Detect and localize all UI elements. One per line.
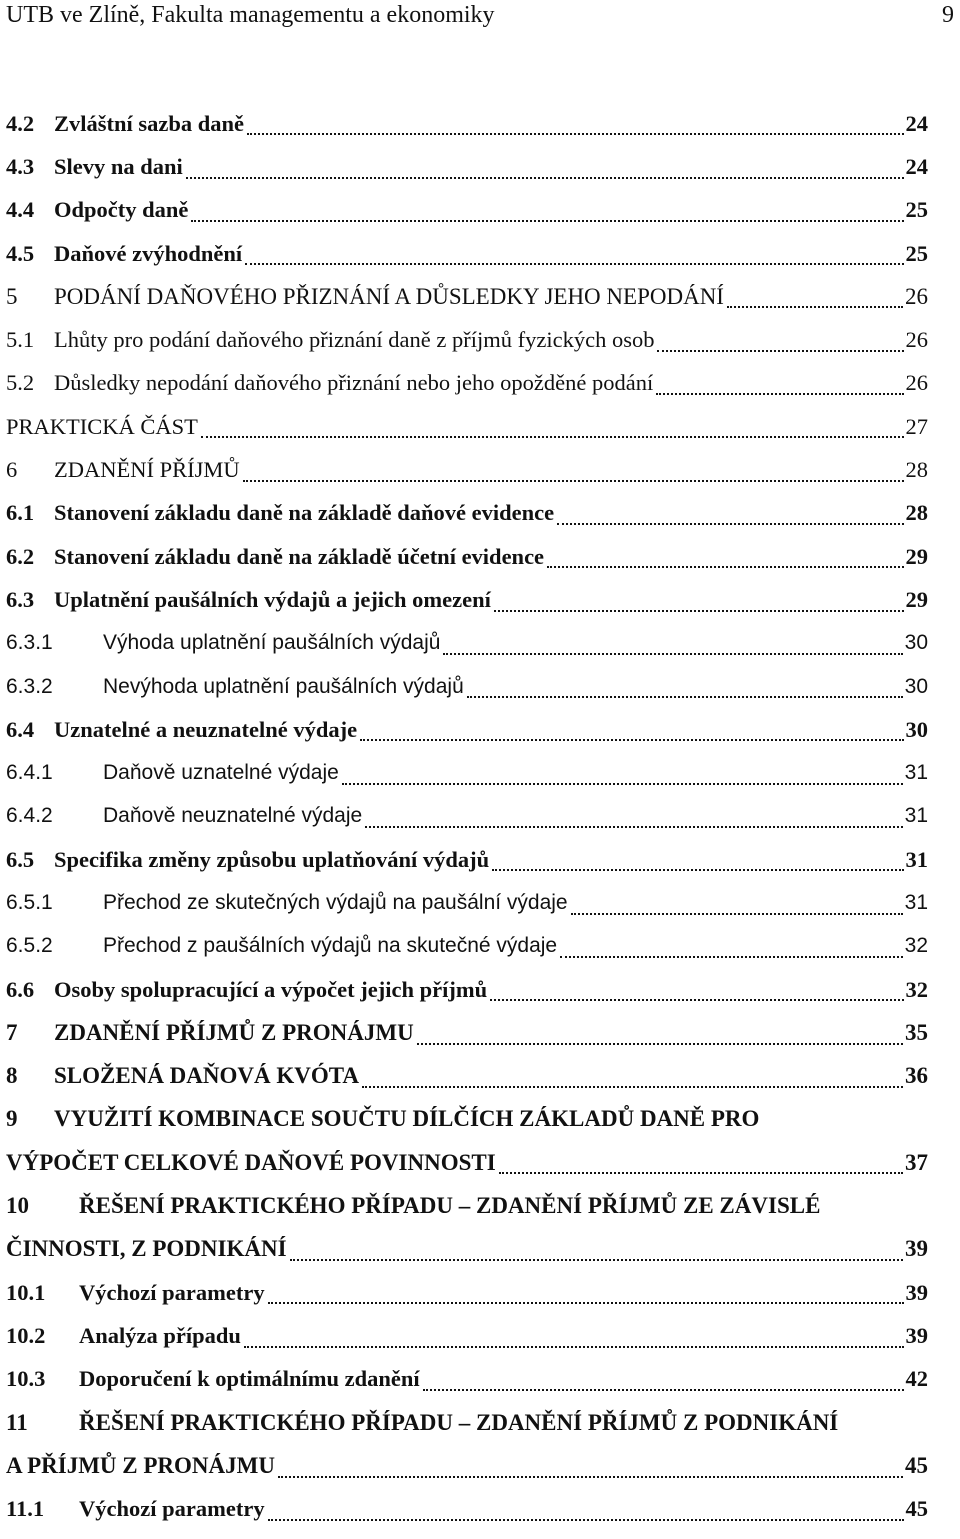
toc-title: Daňové zvýhodnění: [54, 240, 243, 266]
toc-leader-dots: [247, 133, 903, 135]
toc-entry[interactable]: [6, 232, 928, 275]
toc-page: 36: [905, 1063, 928, 1089]
toc-title: Doporučení k optimálnímu zdanění: [79, 1366, 420, 1392]
toc-page: 25: [905, 197, 928, 223]
toc-leader-dots: [268, 1302, 904, 1304]
toc-leader-dots: [656, 393, 903, 395]
toc-entry[interactable]: [6, 622, 928, 665]
toc-entry[interactable]: [6, 708, 928, 751]
toc-leader-dots: [727, 306, 903, 308]
toc-entry[interactable]: [6, 318, 928, 361]
toc-page: 31: [904, 804, 928, 828]
toc-entry[interactable]: [6, 968, 928, 1011]
toc-page: 31: [905, 846, 928, 872]
toc-leader-dots: [278, 1476, 903, 1478]
toc-number: 6.5.1: [6, 890, 53, 914]
toc-page: 32: [904, 934, 928, 958]
toc-number: 6.3.2: [6, 674, 53, 698]
toc-entry[interactable]: [6, 838, 928, 881]
toc-entry[interactable]: [6, 189, 928, 232]
toc-entry[interactable]: [6, 1011, 928, 1054]
toc-title: Stanovení základu daně na základě daňové evidence: [54, 500, 555, 526]
toc-entry[interactable]: [6, 145, 928, 188]
toc-page: 24: [905, 110, 928, 136]
toc-number: 6.3.1: [6, 631, 53, 655]
toc-page: 27: [905, 413, 928, 439]
toc-number: 4.5: [6, 240, 35, 266]
header-title: UTB ve Zlíně, Fakulta managementu a ekonomiky: [6, 2, 495, 28]
toc-leader-dots: [290, 1259, 903, 1261]
toc-number: 6.3: [6, 586, 35, 612]
toc-page: 39: [905, 1236, 928, 1262]
toc-title: Daňově neuznatelné výdaje: [103, 804, 363, 828]
toc-page: 45: [905, 1496, 928, 1522]
toc-number: 6.5.2: [6, 934, 53, 958]
toc-title: Odpočty daně: [54, 197, 189, 223]
toc-entry[interactable]: [6, 448, 928, 491]
toc-title: SLOŽENÁ DAŇOVÁ KVÓTA: [54, 1063, 359, 1089]
toc-entry-continued[interactable]: [6, 1228, 928, 1271]
toc-number: 6.4.1: [6, 761, 53, 785]
toc-title: Výchozí parametry: [79, 1496, 265, 1522]
toc-leader-dots: [499, 1172, 903, 1174]
toc-number: 6.4.2: [6, 804, 53, 828]
toc-number: 11.1: [6, 1496, 45, 1522]
toc-leader-dots: [657, 350, 903, 352]
toc-entry[interactable]: [6, 102, 928, 145]
toc-title: PRAKTICKÁ ČÁST: [6, 413, 198, 439]
toc-entry[interactable]: [6, 1488, 928, 1531]
toc-page: 28: [905, 500, 928, 526]
toc-number: 5.1: [6, 327, 35, 353]
toc-title-continued: VÝPOČET CELKOVÉ DAŇOVÉ POVINNOSTI: [6, 1149, 496, 1175]
table-of-contents: [6, 102, 928, 1531]
toc-leader-dots: [492, 869, 903, 871]
toc-leader-dots: [201, 436, 904, 438]
toc-page: 45: [905, 1452, 928, 1478]
toc-title: ŘEŠENÍ PRAKTICKÉHO PŘÍPADU – ZDANĚNÍ PŘÍJMŮ Z PODNIKÁNÍ: [79, 1409, 839, 1435]
toc-number: 11: [6, 1409, 28, 1435]
toc-number: 5: [6, 283, 18, 309]
toc-title: ZDANĚNÍ PŘÍJMŮ Z PRONÁJMU: [54, 1019, 414, 1045]
toc-title: Přechod z paušálních výdajů na skutečné výdaje: [103, 934, 558, 958]
toc-leader-dots: [186, 177, 904, 179]
toc-number: 6.2: [6, 543, 35, 569]
toc-page: 29: [905, 586, 928, 612]
toc-number: 10: [6, 1193, 29, 1219]
toc-number: 6.4: [6, 716, 35, 742]
toc-title: PODÁNÍ DAŇOVÉHO PŘIZNÁNÍ A DŮSLEDKY JEHO NEPODÁNÍ: [54, 283, 724, 309]
toc-title: Specifika změny způsobu uplatňování výdajů: [54, 846, 490, 872]
toc-title: Přechod ze skutečných výdajů na paušální výdaje: [103, 890, 568, 914]
toc-page: 26: [905, 283, 928, 309]
toc-number: 9: [6, 1106, 18, 1132]
page-header: [6, 0, 954, 30]
toc-leader-dots: [245, 263, 903, 265]
toc-number: 10.2: [6, 1322, 46, 1348]
toc-title: Zvláštní sazba daně: [54, 110, 245, 136]
toc-title: Daňově uznatelné výdaje: [103, 761, 339, 785]
toc-leader-dots: [191, 220, 903, 222]
toc-title: Uplatnění paušálních výdajů a jejich omezení: [54, 586, 491, 612]
toc-title: Výchozí parametry: [79, 1279, 265, 1305]
toc-number: 8: [6, 1063, 18, 1089]
toc-entry[interactable]: [6, 362, 928, 405]
toc-entry[interactable]: [6, 1271, 928, 1314]
toc-number: 6.6: [6, 976, 35, 1002]
toc-entry[interactable]: [6, 751, 928, 794]
toc-title: Nevýhoda uplatnění paušálních výdajů: [103, 674, 464, 698]
toc-page: 30: [905, 716, 928, 742]
toc-page: 29: [905, 543, 928, 569]
toc-entry-continued[interactable]: [6, 1444, 928, 1487]
toc-leader-dots: [571, 913, 903, 915]
toc-leader-dots: [557, 523, 903, 525]
toc-leader-dots: [423, 1389, 904, 1391]
toc-number: 6.1: [6, 500, 35, 526]
toc-number: 5.2: [6, 370, 35, 396]
toc-leader-dots: [365, 826, 902, 828]
toc-page: 31: [904, 761, 928, 785]
toc-leader-dots: [443, 653, 902, 655]
toc-leader-dots: [342, 783, 903, 785]
toc-entry[interactable]: [6, 1184, 928, 1227]
toc-title: VYUŽITÍ KOMBINACE SOUČTU DÍLČÍCH ZÁKLADŮ DANĚ PRO: [54, 1106, 760, 1132]
toc-page: 26: [905, 370, 928, 396]
toc-title: Slevy na dani: [54, 153, 183, 179]
toc-leader-dots: [494, 610, 904, 612]
toc-title-continued: ČINNOSTI, Z PODNIKÁNÍ: [6, 1236, 287, 1262]
toc-page: 42: [905, 1366, 928, 1392]
header-page-number: 9: [942, 2, 954, 28]
toc-entry-continued[interactable]: [6, 1141, 928, 1184]
toc-entry[interactable]: [6, 1098, 928, 1141]
toc-title: Lhůty pro podání daňového přiznání daně z příjmů fyzických osob: [54, 327, 655, 353]
toc-leader-dots: [547, 566, 903, 568]
toc-entry[interactable]: [6, 665, 928, 708]
toc-leader-dots: [362, 1086, 903, 1088]
toc-entry[interactable]: [6, 492, 928, 535]
toc-page: 26: [905, 327, 928, 353]
toc-page: 28: [905, 457, 928, 483]
toc-page: 30: [904, 674, 928, 698]
toc-leader-dots: [268, 1519, 904, 1521]
toc-entry[interactable]: [6, 535, 928, 578]
toc-leader-dots: [243, 480, 904, 482]
toc-page: 32: [905, 976, 928, 1002]
toc-leader-dots: [467, 696, 903, 698]
toc-title: Analýza případu: [79, 1322, 241, 1348]
toc-number: 4.4: [6, 197, 35, 223]
toc-page: 31: [904, 890, 928, 914]
toc-entry[interactable]: [6, 1055, 928, 1098]
toc-number: 7: [6, 1019, 18, 1045]
toc-number: 6.5: [6, 846, 35, 872]
toc-leader-dots: [490, 999, 903, 1001]
toc-page: 39: [905, 1279, 928, 1305]
toc-entry[interactable]: [6, 1401, 928, 1444]
toc-entry[interactable]: [6, 881, 928, 924]
toc-title: Uznatelné a neuznatelné výdaje: [54, 716, 358, 742]
toc-title: ŘEŠENÍ PRAKTICKÉHO PŘÍPADU – ZDANĚNÍ PŘÍJMŮ ZE ZÁVISLÉ: [79, 1193, 821, 1219]
toc-page: 39: [905, 1322, 928, 1348]
toc-title: ZDANĚNÍ PŘÍJMŮ: [54, 457, 240, 483]
toc-page: 35: [905, 1019, 928, 1045]
toc-number: 4.2: [6, 110, 35, 136]
toc-entry[interactable]: [6, 925, 928, 968]
toc-page: 37: [905, 1149, 928, 1175]
toc-number: 10.1: [6, 1279, 46, 1305]
toc-title: Výhoda uplatnění paušálních výdajů: [103, 631, 441, 655]
toc-leader-dots: [360, 739, 903, 741]
toc-number: 4.3: [6, 153, 35, 179]
toc-entry-part[interactable]: [6, 405, 928, 448]
toc-leader-dots: [560, 956, 903, 958]
toc-leader-dots: [417, 1043, 903, 1045]
toc-title: Důsledky nepodání daňového přiznání nebo jeho opožděné podání: [54, 370, 654, 396]
toc-entry[interactable]: [6, 578, 928, 621]
toc-entry[interactable]: [6, 1314, 928, 1357]
toc-entry[interactable]: [6, 795, 928, 838]
toc-number: 10.3: [6, 1366, 46, 1392]
toc-title: Osoby spolupracující a výpočet jejich příjmů: [54, 976, 488, 1002]
toc-leader-dots: [244, 1346, 904, 1348]
toc-entry[interactable]: [6, 1358, 928, 1401]
toc-page: 30: [904, 631, 928, 655]
toc-page: 24: [905, 153, 928, 179]
toc-title-continued: A PŘÍJMŮ Z PRONÁJMU: [6, 1452, 275, 1478]
toc-title: Stanovení základu daně na základě účetní evidence: [54, 543, 545, 569]
toc-number: 6: [6, 457, 18, 483]
toc-entry[interactable]: [6, 275, 928, 318]
toc-page: 25: [905, 240, 928, 266]
